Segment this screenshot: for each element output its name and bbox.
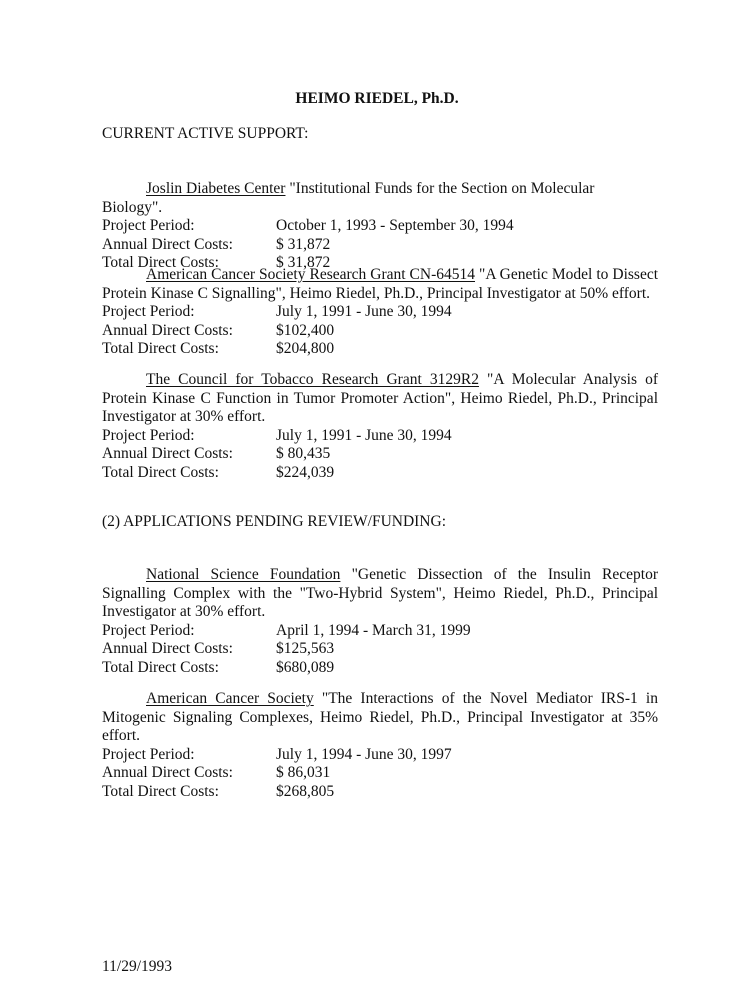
project-period-label: Project Period: — [102, 426, 195, 444]
total-costs-value: $ 31,872 — [276, 254, 331, 271]
annual-costs-value: $ 80,435 — [276, 445, 331, 462]
grant-ctr-3129r2 — [102, 371, 658, 482]
annual-costs-row — [102, 236, 658, 255]
grant-nsf — [102, 566, 658, 677]
project-period-row — [102, 217, 658, 236]
grant-sponsor: Joslin Diabetes Center — [146, 180, 286, 197]
total-costs-value: $204,800 — [276, 340, 335, 357]
total-costs-label: Total Direct Costs: — [102, 782, 219, 800]
grant-description — [102, 566, 658, 622]
annual-costs-row — [102, 445, 658, 464]
total-costs-label: Total Direct Costs: — [102, 254, 219, 271]
project-period-row — [102, 746, 658, 765]
pending-applications-heading: (2) APPLICATIONS PENDING REVIEW/FUNDING: — [102, 513, 447, 530]
total-costs-label: Total Direct Costs: — [102, 340, 219, 357]
annual-costs-value: $ 86,031 — [276, 764, 331, 781]
annual-costs-value: $125,563 — [276, 640, 335, 657]
annual-costs-row — [102, 322, 658, 341]
annual-costs-row — [102, 764, 658, 783]
total-costs-label: Total Direct Costs: — [102, 463, 219, 481]
grant-description-text: "Institutional Funds for the Section on Molecular Biology". — [102, 180, 595, 216]
current-support-heading: CURRENT ACTIVE SUPPORT: — [102, 125, 309, 142]
grant-description-text: "The Interactions of the Novel Mediator IRS-1 in Mitogenic Signaling Complexes, Heimo Riedel, Ph.D., Principal Investigator at 35% effort. — [102, 690, 658, 744]
total-costs-row — [102, 340, 658, 359]
grant-description — [102, 371, 658, 427]
project-period-label: Project Period: — [102, 621, 195, 639]
grant-acs-cn64514 — [102, 266, 658, 359]
annual-costs-label: Annual Direct Costs: — [102, 640, 233, 657]
project-period-label: Project Period: — [102, 745, 195, 763]
grant-sponsor: The Council for Tobacco Research Grant 3129R2 — [146, 371, 479, 388]
project-period-row — [102, 427, 658, 446]
project-period-row — [102, 303, 658, 322]
total-costs-row — [102, 783, 658, 802]
annual-costs-label: Annual Direct Costs: — [102, 321, 233, 339]
project-period-row — [102, 622, 658, 641]
grant-description — [102, 266, 658, 303]
annual-costs-value: $ 31,872 — [276, 235, 331, 253]
grant-description — [102, 690, 658, 746]
annual-costs-value: $102,400 — [276, 321, 335, 339]
project-period-label: Project Period: — [102, 217, 195, 234]
total-costs-value: $268,805 — [276, 782, 335, 800]
project-period-value: July 1, 1991 - June 30, 1994 — [276, 303, 452, 320]
total-costs-row — [102, 659, 658, 678]
project-period-label: Project Period: — [102, 303, 195, 320]
grant-description-text: "Genetic Dissection of the Insulin Receptor Signalling Complex with the "Two-Hybrid System", Heimo Riedel, Ph.D., Principal Investigator at 30% effort. — [102, 566, 658, 620]
annual-costs-label: Annual Direct Costs: — [102, 445, 233, 462]
grant-sponsor: National Science Foundation — [146, 566, 341, 583]
grant-acs-irs1 — [102, 690, 658, 801]
project-period-value: July 1, 1991 - June 30, 1994 — [276, 426, 452, 444]
grant-description-text: "A Molecular Analysis of Protein Kinase C Function in Tumor Promoter Action", Heimo Riedel, Ph.D., Principal Investigator at 30% effort. — [102, 371, 658, 425]
grant-sponsor: American Cancer Society Research Grant CN-64514 — [146, 266, 476, 283]
grant-joslin — [102, 180, 658, 273]
project-period-value: October 1, 1993 - September 30, 1994 — [276, 217, 514, 234]
annual-costs-label: Annual Direct Costs: — [102, 764, 233, 781]
total-costs-value: $224,039 — [276, 463, 335, 481]
document-date: 11/29/1993 — [102, 958, 173, 975]
page-title: HEIMO RIEDEL, Ph.D. — [295, 90, 459, 107]
total-costs-row — [102, 464, 658, 483]
project-period-value: July 1, 1994 - June 30, 1997 — [276, 745, 452, 763]
grant-description — [102, 180, 658, 217]
annual-costs-label: Annual Direct Costs: — [102, 235, 233, 253]
project-period-value: April 1, 1994 - March 31, 1999 — [276, 621, 471, 639]
total-costs-value: $680,089 — [276, 658, 335, 676]
grant-sponsor: American Cancer Society — [146, 690, 314, 707]
total-costs-label: Total Direct Costs: — [102, 658, 219, 676]
grant-description-text: "A Genetic Model to Dissect Protein Kinase C Signalling", Heimo Riedel, Ph.D., Principal Investigator at 50% effort. — [102, 266, 659, 302]
annual-costs-row — [102, 640, 658, 659]
